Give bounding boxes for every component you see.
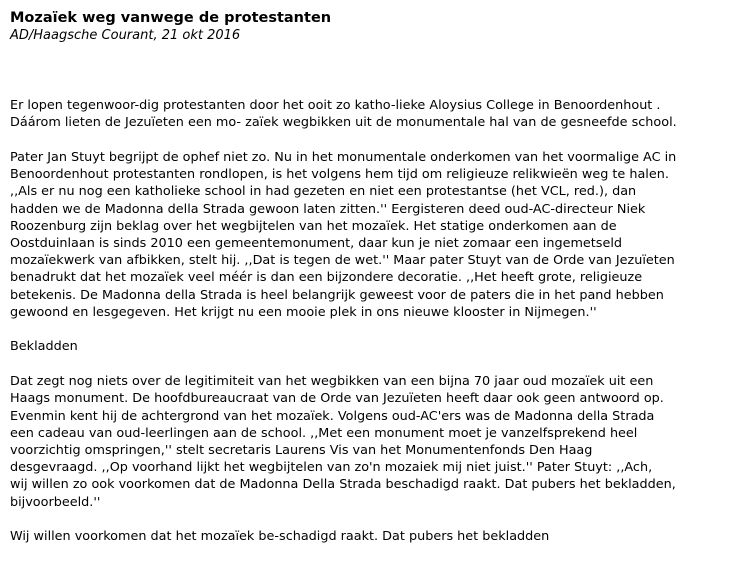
text-line: gewoond en lesgegeven. Het krijgt nu een mooie plek in ons nieuwe klooster in Nijmegen.'' xyxy=(10,304,597,320)
text-line: hadden we de Madonna della Strada gewoon laten zitten.'' Eergisteren deed oud-AC-directeur Niek xyxy=(10,201,646,217)
text-line: Haags monument. De hoofdbureaucraat van de Orde van Jezuïeten heeft daar ook geen antwoord op. xyxy=(10,391,664,407)
paragraph xyxy=(10,97,748,131)
text-line: Dáárom lieten de Jezuïeten een mo- zaïek wegbikken uit de monumentale hal van de gesneefde school. xyxy=(10,115,677,131)
paragraph xyxy=(10,528,748,545)
article-header xyxy=(10,10,748,44)
text-line: Dat zegt nog niets over de legitimiteit van het wegbikken van een bijna 70 jaar oud mozaïek uit een xyxy=(10,374,654,390)
text-line: benadrukt dat het mozaïek veel méér is dan een bijzondere decoratie. ,,Het heeft grote, religieuze xyxy=(10,270,643,286)
article-body xyxy=(10,97,748,563)
text-line: mozaïekwerk van afbikken, stelt hij. ,,Dat is tegen de wet.'' Maar pater Stuyt van de Orde van Jezuïeten xyxy=(10,253,675,269)
text-line: Benoordenhout protestanten rondlopen, is het volgens hem tijd om religieuze relikwieën weg te halen. xyxy=(10,167,669,183)
text-line: een cadeau van oud-leerlingen aan de school. ,,Met een monument moet je vanzelfsprekend heel xyxy=(10,425,638,441)
section-heading xyxy=(10,338,748,355)
text-line: ,,Als er nu nog een katholieke school in had gezeten en niet een protestantse (het VCL, red.), dan xyxy=(10,184,637,200)
paragraph xyxy=(10,373,748,511)
text-line: Roozenburg zijn beklag over het wegbijtelen van het mozaïek. Het statige onderkomen aan de xyxy=(10,218,617,234)
paragraph xyxy=(10,149,748,321)
text-line: bijvoorbeeld.'' xyxy=(10,494,101,510)
text-line: wij willen zo ook voorkomen dat de Madonna Della Strada beschadigd raakt. Dat pubers het bekladden, xyxy=(10,477,676,493)
article-title: Mozaïek weg vanwege de protestanten xyxy=(10,10,332,26)
text-line: voorzichtig omspringen,'' stelt secretaris Laurens Vis van het Monumentenfonds Den Haag xyxy=(10,442,593,458)
text-line: Bekladden xyxy=(10,339,78,355)
text-line: Pater Jan Stuyt begrijpt de ophef niet zo. Nu in het monumentale onderkomen van het voormalige AC in xyxy=(10,149,677,165)
article-source: AD/Haagsche Courant, 21 okt 2016 xyxy=(10,28,241,43)
text-line: betekenis. De Madonna della Strada is heel belangrijk geweest voor de paters die in het pand hebben xyxy=(10,287,664,303)
text-line: Evenmin kent hij de achtergrond van het mozaïek. Volgens oud-AC'ers was de Madonna della Strada xyxy=(10,408,655,424)
text-line: desgevraagd. ,,Op voorhand lijkt het wegbijtelen van zo'n mozaiek mij niet juist.'' Pater Stuyt: ,,Ach, xyxy=(10,460,653,476)
text-line: Oostduinlaan is sinds 2010 een gemeentemonument, daar kun je niet zomaar een ingemetseld xyxy=(10,235,623,251)
text-line: Er lopen tegenwoor-dig protestanten door het ooit zo katho-lieke Aloysius College in Benoordenhout . xyxy=(10,98,661,113)
text-line: Wij willen voorkomen dat het mozaïek be-schadigd raakt. Dat pubers het bekladden xyxy=(10,529,550,545)
